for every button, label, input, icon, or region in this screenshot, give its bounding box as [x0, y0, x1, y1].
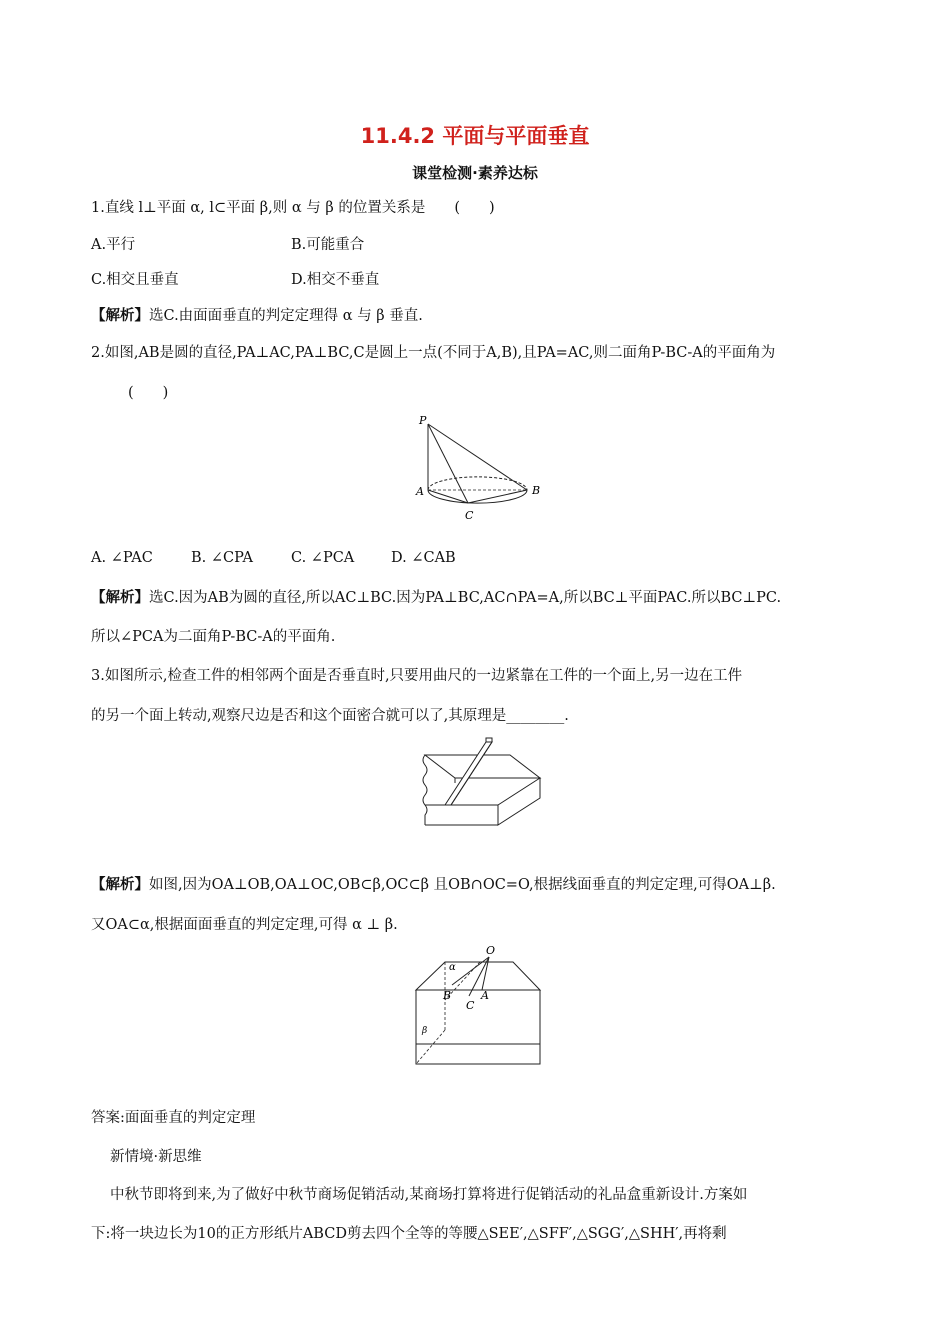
q2-option-d: D. ∠CAB: [391, 550, 456, 566]
label-b: B: [532, 484, 541, 497]
q3-analysis-continued: 又OA⊂α,根据面面垂直的判定定理,可得 α ⊥ β.: [91, 917, 398, 933]
label-a: A: [416, 485, 424, 498]
analysis-tag: 【解析】: [91, 307, 149, 324]
analysis-text: 选C.由面面垂直的判定定理得 α 与 β 垂直.: [149, 308, 423, 324]
extension-heading: 新情境·新思维: [110, 1149, 202, 1165]
q2-option-a: A. ∠PAC: [91, 550, 153, 566]
q1-option-a: A.平行: [91, 237, 136, 253]
q2-option-c: C. ∠PCA: [291, 550, 355, 566]
label-c: C: [466, 999, 475, 1012]
analysis-text: 选C.因为AB为圆的直径,所以AC⊥BC.因为PA⊥BC,AC∩PA=A,所以BC⊥平面PAC.所以BC⊥PC.: [149, 590, 782, 606]
label-b: B: [443, 989, 452, 1002]
question-1-stem: 1.直线 l⊥平面 α, l⊂平面 β,则 α 与 β 的位置关系是 ( ): [91, 200, 495, 216]
label-p: P: [419, 414, 427, 427]
question-2-blank: ( ): [128, 385, 169, 401]
label-o: O: [486, 944, 496, 957]
q2-analysis-continued: 所以∠PCA为二面角P-BC-A的平面角.: [91, 629, 336, 645]
extension-text-line-1: 中秋节即将到来,为了做好中秋节商场促销活动,某商场打算将进行促销活动的礼品盒重新设计.方案如: [110, 1187, 748, 1203]
perpendicular-planes-figure: [410, 945, 550, 1075]
label-beta: β: [422, 1026, 428, 1036]
label-alpha: α: [449, 962, 456, 973]
q1-option-b: B.可能重合: [291, 237, 365, 253]
q3-answer: 答案:面面垂直的判定定理: [91, 1110, 256, 1126]
q3-analysis: [91, 873, 776, 894]
question-2-stem: 2.如图,AB是圆的直径,PA⊥AC,PA⊥BC,C是圆上一点(不同于A,B),且PA=AC,则二面角P-BC-A的平面角为: [91, 345, 776, 361]
q1-analysis: [91, 304, 423, 325]
q2-option-b: B. ∠CPA: [191, 550, 254, 566]
page-title: 11.4.2 平面与平面垂直: [360, 124, 590, 148]
label-c: C: [465, 509, 474, 522]
analysis-tag: 【解析】: [91, 589, 149, 606]
q2-analysis: [91, 586, 781, 607]
q1-option-d: D.相交不垂直: [291, 272, 380, 288]
label-a: A: [481, 989, 489, 1002]
carpenter-square-figure: [415, 735, 545, 830]
question-3-stem-continued: 的另一个面上转动,观察尺边是否和这个面密合就可以了,其原理是________.: [91, 708, 569, 724]
section-subtitle: 课堂检测·素养达标: [412, 164, 538, 182]
cone-figure: [405, 410, 555, 525]
extension-text-line-2: 下:将一块边长为10的正方形纸片ABCD剪去四个全等的等腰△SEE′,△SFF′,△SGG′,△SHH′,再将剩: [91, 1226, 727, 1242]
analysis-text: 如图,因为OA⊥OB,OA⊥OC,OB⊂β,OC⊂β 且OB∩OC=O,根据线面垂直的判定定理,可得OA⊥β.: [149, 877, 776, 893]
question-3-stem: 3.如图所示,检查工件的相邻两个面是否垂直时,只要用曲尺的一边紧靠在工件的一个面上,另一边在工件: [91, 668, 743, 684]
q1-option-c: C.相交且垂直: [91, 272, 179, 288]
analysis-tag: 【解析】: [91, 876, 149, 893]
